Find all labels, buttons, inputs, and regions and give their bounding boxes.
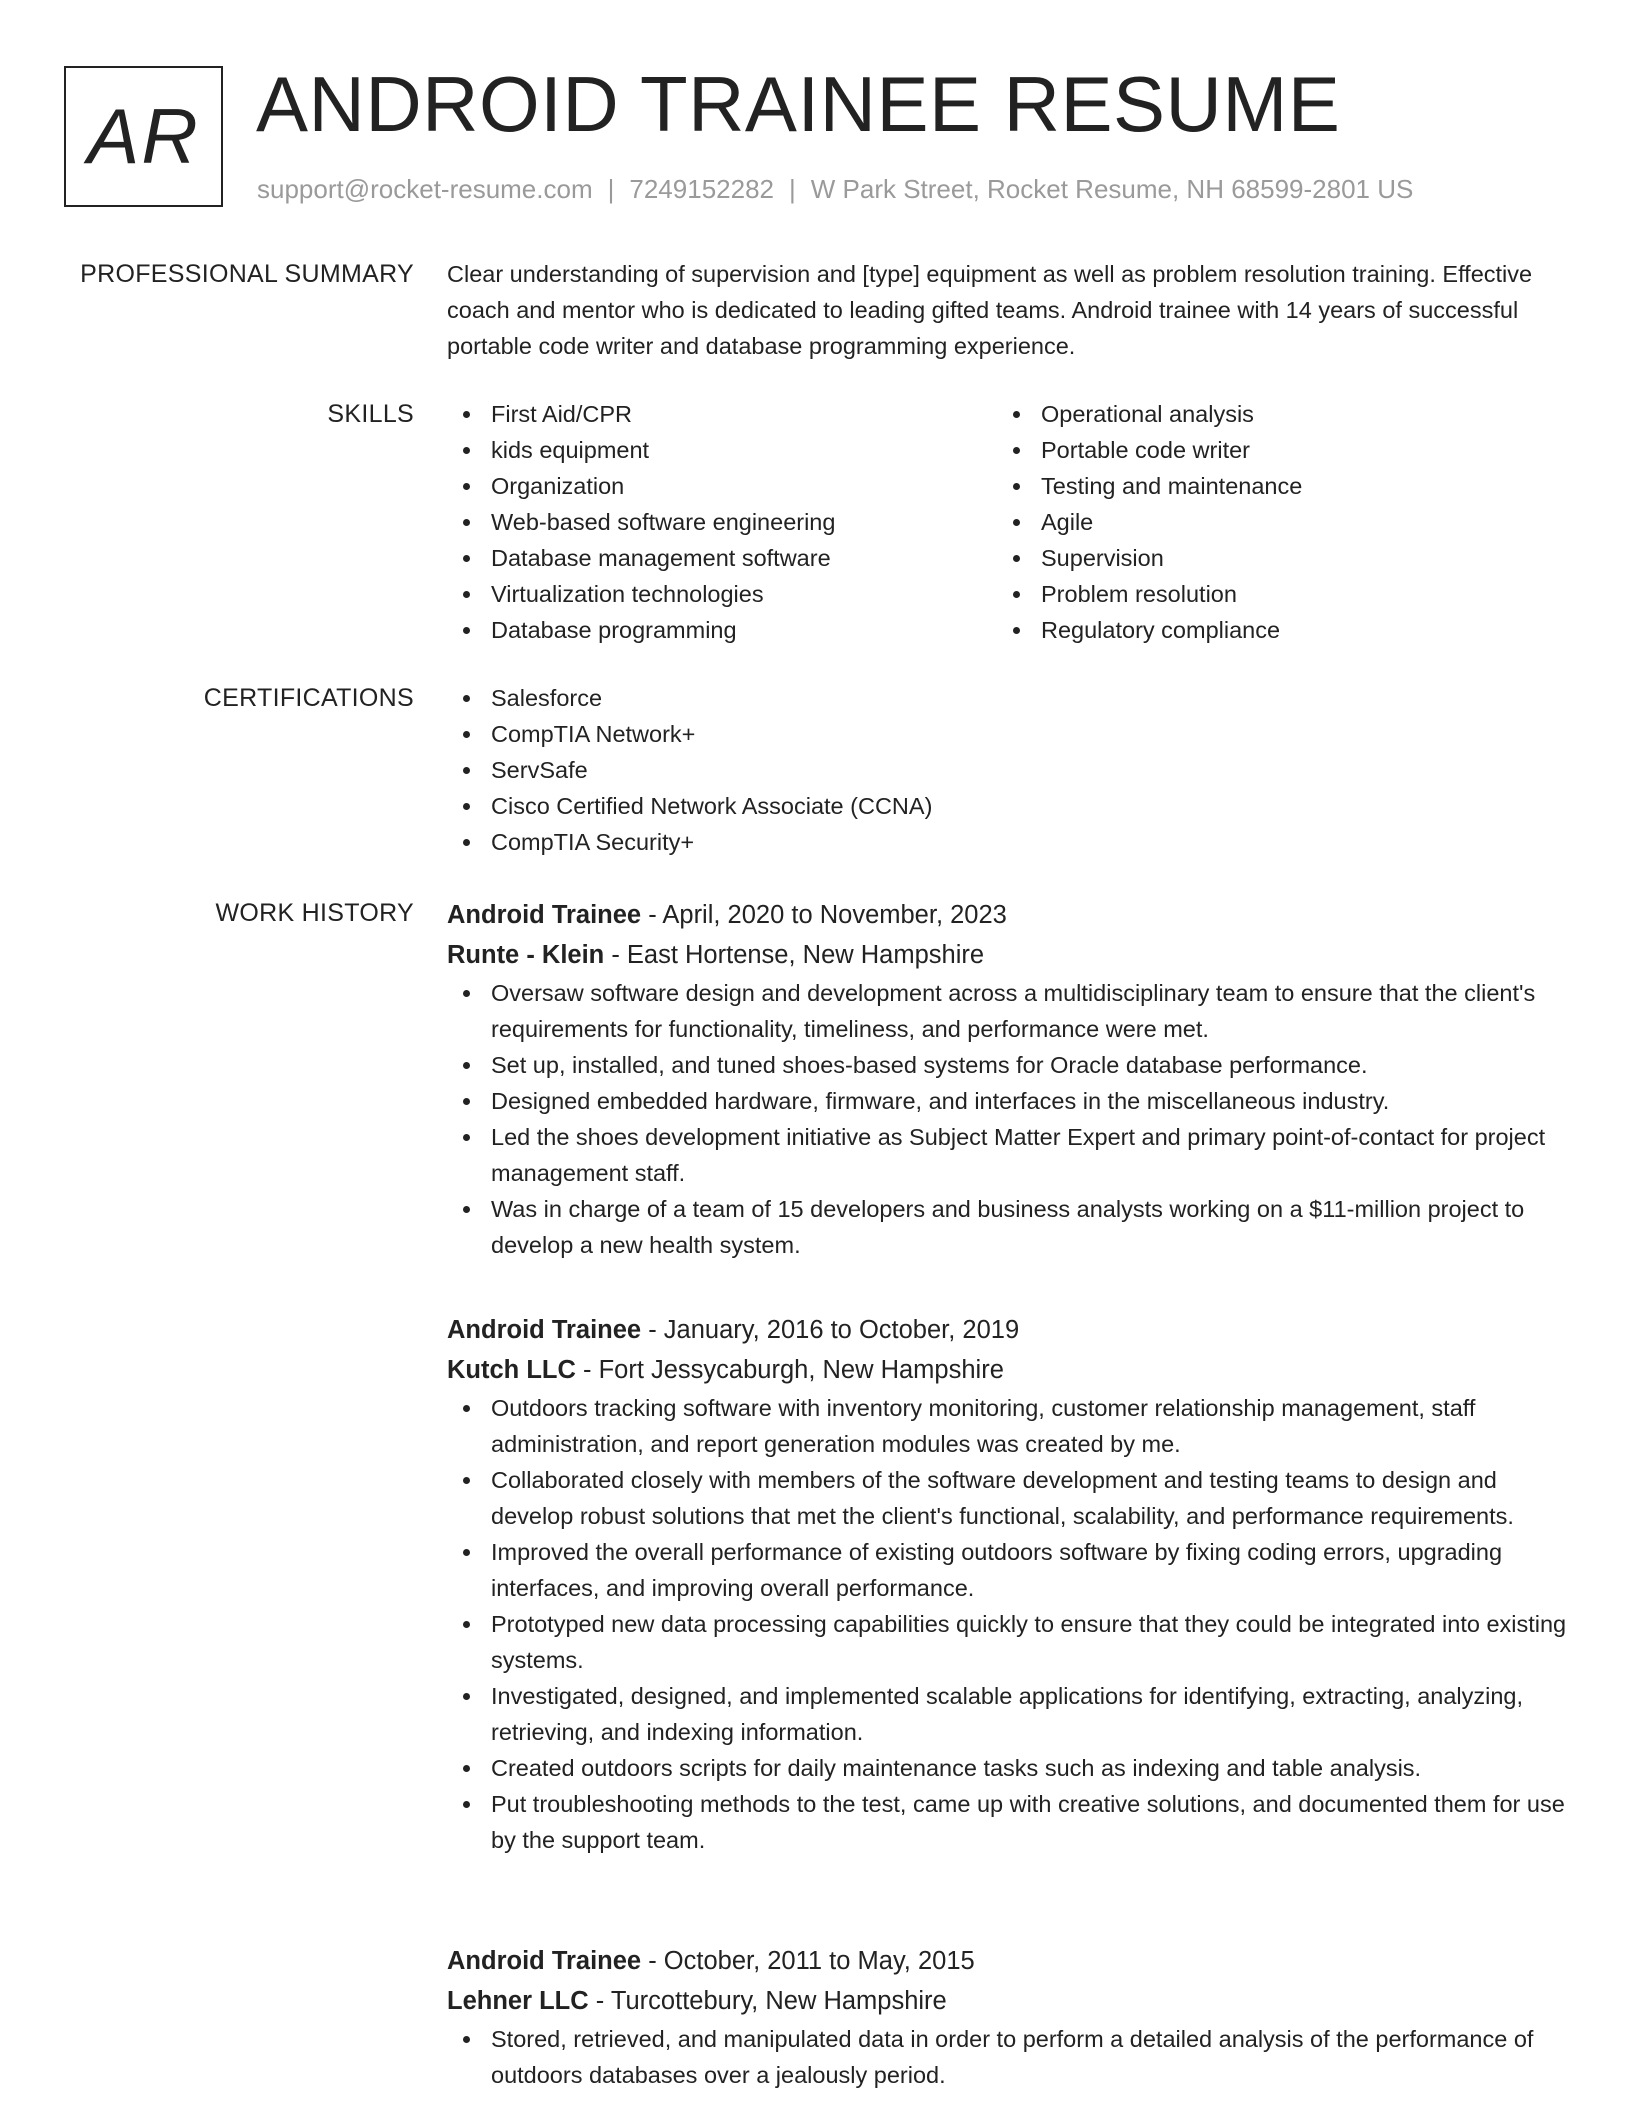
job-title-line — [447, 1941, 1567, 1981]
monogram-box — [64, 66, 223, 207]
section-label-certifications: CERTIFICATIONS — [203, 684, 414, 712]
job-bullet: Stored, retrieved, and manipulated data in order to perform a detailed analysis of the performance of outdoors databases over a jealously period. — [447, 2021, 1567, 2093]
job-bullet-list — [447, 1390, 1567, 1858]
job-location: - Fort Jessycaburgh, New Hampshire — [575, 1356, 1004, 1384]
job-entry — [447, 895, 1567, 1263]
skill-item: Portable code writer — [997, 432, 1547, 468]
certifications-list — [447, 680, 1567, 860]
job-title: Android Trainee — [447, 1316, 642, 1344]
skill-item: Operational analysis — [997, 396, 1547, 432]
job-bullet-list — [447, 2021, 1567, 2093]
skill-item: Regulatory compliance — [997, 612, 1547, 648]
job-bullet: Outdoors tracking software with inventory monitoring, customer relationship management, staff administration, and report generation modules was created by me. — [447, 1390, 1567, 1462]
job-bullet: Designed embedded hardware, firmware, and interfaces in the miscellaneous industry. — [447, 1083, 1567, 1119]
summary-text: Clear understanding of supervision and [type] equipment as well as problem resolution training. Effective coach and mentor who is dedicated to leading gifted teams. Android trainee with 14 years of successful portable code writer and database programming experience. — [447, 261, 1533, 359]
job-title: Android Trainee — [447, 901, 642, 929]
job-bullet: Investigated, designed, and implemented scalable applications for identifying, extracting, analyzing, retrieving, and indexing information. — [447, 1678, 1567, 1750]
certification-item: CompTIA Security+ — [447, 824, 1567, 860]
skill-item: Problem resolution — [997, 576, 1547, 612]
skill-item: Testing and maintenance — [997, 468, 1547, 504]
job-entry — [447, 1941, 1567, 2093]
job-bullet: Was in charge of a team of 15 developers and business analysts working on a $11-million project to develop a new health system. — [447, 1191, 1567, 1263]
skill-item: Database management software — [447, 540, 997, 576]
contact-email[interactable]: support@rocket-resume.com — [257, 174, 593, 204]
skills-list-col-2 — [997, 396, 1547, 648]
job-dates: - October, 2011 to May, 2015 — [641, 1947, 975, 1975]
certification-item: CompTIA Network+ — [447, 716, 1567, 752]
job-bullet: Set up, installed, and tuned shoes-based systems for Oracle database performance. — [447, 1047, 1567, 1083]
certification-item: Salesforce — [447, 680, 1567, 716]
certification-item: Cisco Certified Network Associate (CCNA) — [447, 788, 1567, 824]
contact-separator: | — [789, 174, 796, 204]
job-bullet: Led the shoes development initiative as Subject Matter Expert and primary point-of-contact for project management staff. — [447, 1119, 1567, 1191]
section-label-work-history: WORK HISTORY — [215, 899, 414, 927]
certifications-body — [447, 680, 1567, 860]
skill-item: Organization — [447, 468, 997, 504]
section-label-skills: SKILLS — [327, 400, 414, 428]
contact-address: W Park Street, Rocket Resume, NH 68599-2801 US — [810, 174, 1414, 204]
job-bullet: Improved the overall performance of existing outdoors software by fixing coding errors, upgrading interfaces, and improving overall performance. — [447, 1534, 1567, 1606]
certification-item: ServSafe — [447, 752, 1567, 788]
monogram-initials: AR — [87, 92, 200, 180]
contact-separator: | — [607, 174, 615, 204]
job-entry — [447, 1310, 1567, 1858]
job-company-line — [447, 935, 1567, 975]
job-company-line — [447, 1981, 1567, 2021]
job-bullet: Put troubleshooting methods to the test, came up with creative solutions, and documented them for use by the support team. — [447, 1786, 1567, 1858]
skills-columns — [447, 396, 1567, 648]
job-title: Android Trainee — [447, 1947, 642, 1975]
contact-phone[interactable]: 7249152282 — [629, 174, 774, 204]
job-bullet: Prototyped new data processing capabilities quickly to ensure that they could be integrated into existing systems. — [447, 1606, 1567, 1678]
job-dates: - January, 2016 to October, 2019 — [641, 1316, 1020, 1344]
skills-list-col-1 — [447, 396, 997, 648]
contact-line — [257, 172, 1413, 206]
job-bullet: Collaborated closely with members of the software development and testing teams to design and develop robust solutions that met the client's functional, scalability, and performance requirements. — [447, 1462, 1567, 1534]
skill-item: kids equipment — [447, 432, 997, 468]
job-company: Kutch LLC — [447, 1356, 576, 1384]
job-bullet: Oversaw software design and development across a multidisciplinary team to ensure that the client's requirements for functionality, timeliness, and performance were met. — [447, 975, 1567, 1047]
job-company: Runte - Klein — [447, 941, 605, 969]
job-bullet-list — [447, 975, 1567, 1263]
job-bullet: Created outdoors scripts for daily maintenance tasks such as indexing and table analysis. — [447, 1750, 1567, 1786]
section-label-summary: PROFESSIONAL SUMMARY — [80, 260, 414, 288]
job-company: Lehner LLC — [447, 1987, 589, 2015]
job-title-line — [447, 895, 1567, 935]
job-location: - East Hortense, New Hampshire — [604, 941, 985, 969]
job-location: - Turcottebury, New Hampshire — [588, 1987, 947, 2015]
job-company-line — [447, 1350, 1567, 1390]
skill-item: Agile — [997, 504, 1547, 540]
job-title-line — [447, 1310, 1567, 1350]
skill-item: Database programming — [447, 612, 997, 648]
skill-item: First Aid/CPR — [447, 396, 997, 432]
skill-item: Web-based software engineering — [447, 504, 997, 540]
skill-item: Virtualization technologies — [447, 576, 997, 612]
job-dates: - April, 2020 to November, 2023 — [641, 901, 1007, 929]
skill-item: Supervision — [997, 540, 1547, 576]
resume-title: ANDROID TRAINEE RESUME — [256, 60, 1341, 148]
